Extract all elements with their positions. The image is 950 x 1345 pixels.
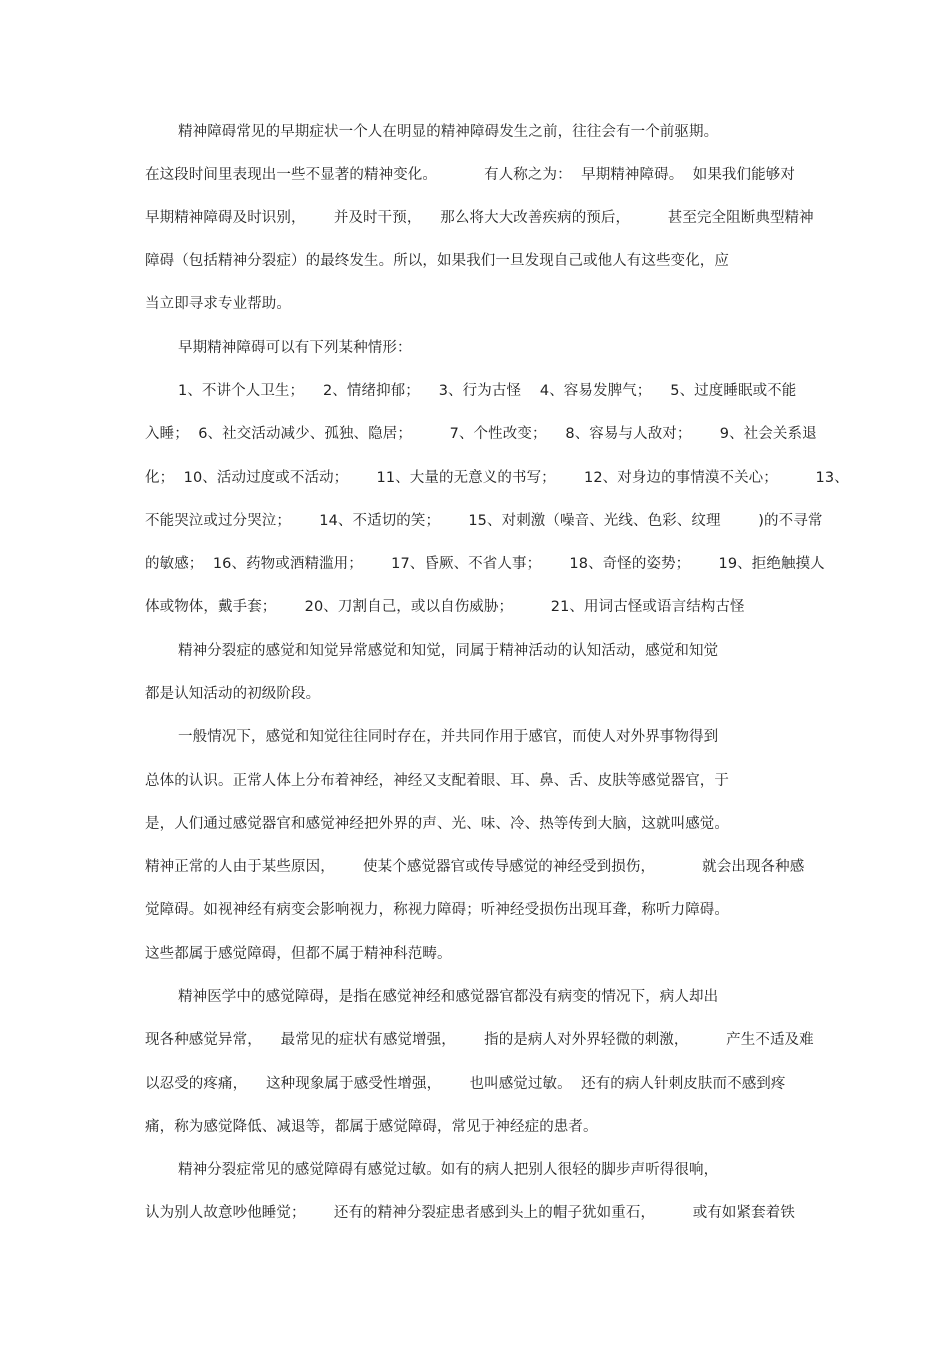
text-line: 觉障碍。如视神经有病变会影响视力，称视力障碍；听神经受损伤出现耳聋，称听力障碍。 <box>145 902 729 918</box>
text-line: 痛，称为感觉降低、减退等，都属于感觉障碍，常见于神经症的患者。 <box>145 1119 598 1135</box>
text-line: 障碍（包括精神分裂症）的最终发生。所以，如果我们一旦发现自己或他人有这些变化，应 <box>145 253 729 269</box>
text-line: 入睡； 6、社交活动减少、孤独、隐居； 7、个性改变； 8、容易与人敌对； 9、社会关系退 <box>145 426 817 442</box>
text-line: 认为别人故意吵他睡觉； 还有的精神分裂症患者感到头上的帽子犹如重石， 或有如紧套着铁 <box>145 1205 795 1221</box>
text-line: 精神分裂症的感觉和知觉异常感觉和知觉，同属于精神活动的认知活动，感觉和知觉 <box>178 643 719 659</box>
text-line: 不能哭泣或过分哭泣； 14、不适切的笑； 15、对刺激（噪音、光线、色彩、纹理 )的不寻常 <box>145 513 823 529</box>
text-line: 早期精神障碍及时识别， 并及时干预， 那么将大大改善疾病的预后， 甚至完全阻断典型精神 <box>145 210 814 226</box>
text-line: 精神医学中的感觉障碍，是指在感觉神经和感觉器官都没有病变的情况下，病人却出 <box>178 989 719 1005</box>
text-line: 体或物体，戴手套； 20、刀割自己，或以自伤威胁； 21、用词古怪或语言结构古怪 <box>145 599 745 615</box>
text-line: 当立即寻求专业帮助。 <box>145 296 291 312</box>
text-line: 是，人们通过感觉器官和感觉神经把外界的声、光、味、冷、热等传到大脑，这就叫感觉。 <box>145 816 729 832</box>
text-line: 在这段时间里表现出一些不显著的精神变化。 有人称之为： 早期精神障碍。 如果我们能够对 <box>145 167 795 183</box>
text-line: 总体的认识。正常人体上分布着神经，神经又支配着眼、耳、鼻、舌、皮肤等感觉器官，于 <box>145 773 729 789</box>
text-line: 的敏感； 16、药物或酒精滥用； 17、昏厥、不省人事； 18、奇怪的姿势； 19、拒绝触摸人 <box>145 556 825 572</box>
text-line: 这些都属于感觉障碍，但都不属于精神科范畴。 <box>145 946 452 962</box>
text-line: 1、不讲个人卫生； 2、情绪抑郁； 3、行为古怪 4、容易发脾气； 5、过度睡眠或不能 <box>178 383 797 399</box>
text-line: 早期精神障碍可以有下列某种情形： <box>178 340 412 356</box>
text-line: 精神障碍常见的早期症状一个人在明显的精神障碍发生之前，往往会有一个前驱期。 <box>178 124 719 140</box>
text-line: 精神正常的人由于某些原因， 使某个感觉器官或传导感觉的神经受到损伤， 就会出现各种感 <box>145 859 805 875</box>
text-line: 精神分裂症常见的感觉障碍有感觉过敏。如有的病人把别人很轻的脚步声听得很响， <box>178 1162 719 1178</box>
text-line: 一般情况下，感觉和知觉往往同时存在，并共同作用于感官，而使人对外界事物得到 <box>178 729 719 745</box>
text-line: 以忍受的疼痛， 这种现象属于感受性增强， 也叫感觉过敏。 还有的病人针刺皮肤而不感到疼 <box>145 1076 786 1092</box>
text-line: 现各种感觉异常， 最常见的症状有感觉增强， 指的是病人对外界轻微的刺激， 产生不适及难 <box>145 1032 814 1048</box>
text-line: 化； 10、活动过度或不活动； 11、大量的无意义的书写； 12、对身边的事情漠不关心； 13、 <box>145 470 849 486</box>
text-line: 都是认知活动的初级阶段。 <box>145 686 321 702</box>
